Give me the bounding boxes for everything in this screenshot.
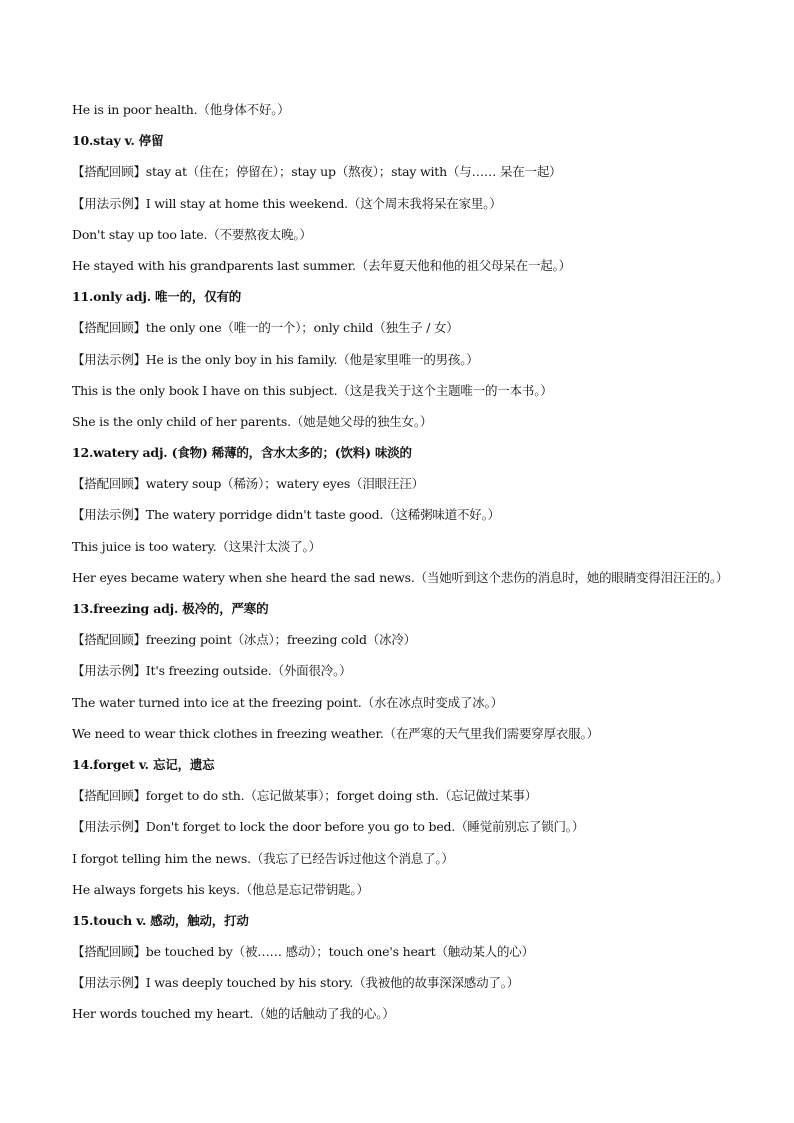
collocation-line: 【搭配回顾】watery soup（稀汤）；watery eyes（泪眼汪汪） bbox=[72, 476, 424, 492]
text-line: Her eyes became watery when she heard the sad news.（当她听到这个悲伤的消息时，她的眼睛变得泪汪汪的。） bbox=[72, 569, 729, 585]
text-line: I forgot telling him the news.（我忘了已经告诉过他这个消息了。） bbox=[72, 850, 454, 866]
collocation-line: 【搭配回顾】forget to do sth.（忘记做某事）；forget doing sth.（忘记做过某事） bbox=[72, 788, 538, 804]
text-line: This juice is too watery.（这果汁太淡了。） bbox=[72, 538, 321, 554]
example-line: 【用法示例】It's freezing outside.（外面很冷。） bbox=[72, 663, 352, 679]
text-line: She is the only child of her parents.（她是她父母的独生女。） bbox=[72, 413, 433, 429]
example-line: 【用法示例】He is the only boy in his family.（他是家里唯一的男孩。） bbox=[72, 351, 479, 367]
text-line: He stayed with his grandparents last summer.（去年夏天他和他的祖父母呆在一起。） bbox=[72, 257, 571, 273]
entry-heading-touch: 15.touch v. 感动，触动，打动 bbox=[72, 912, 249, 928]
text-line: He always forgets his keys.（他总是忘记带钥匙。） bbox=[72, 881, 369, 897]
example-line: 【用法示例】I was deeply touched by his story.（我被他的故事深深感动了。） bbox=[72, 975, 520, 991]
entry-heading-forget: 14.forget v. 忘记，遗忘 bbox=[72, 756, 215, 772]
collocation-line: 【搭配回顾】stay at（住在；停留在）；stay up（熬夜）；stay with（与…… 呆在一起） bbox=[72, 164, 562, 180]
example-line: 【用法示例】The watery porridge didn't taste good.（这稀粥味道不好。） bbox=[72, 507, 500, 523]
document-page bbox=[72, 100, 762, 1036]
text-line: He is in poor health.（他身体不好。） bbox=[72, 102, 290, 117]
collocation-line: 【搭配回顾】freezing point（冰点）；freezing cold（冰冷） bbox=[72, 632, 416, 648]
example-line: 【用法示例】Don't forget to lock the door before you go to bed.（睡觉前别忘了锁门。） bbox=[72, 819, 585, 835]
collocation-line: 【搭配回顾】be touched by（被…… 感动）；touch one's heart（触动某人的心） bbox=[72, 944, 534, 960]
entry-heading-freezing: 13.freezing adj. 极冷的，严寒的 bbox=[72, 601, 269, 616]
text-line: Don't stay up too late.（不要熬夜太晚。） bbox=[72, 226, 312, 242]
entry-heading-only: 11.only adj. 唯一的，仅有的 bbox=[72, 289, 242, 305]
collocation-line: 【搭配回顾】the only one（唯一的一个）；only child（独生子 / 女） bbox=[72, 320, 459, 336]
text-line: The water turned into ice at the freezing point.（水在冰点时变成了冰。） bbox=[72, 694, 503, 710]
text-line: We need to wear thick clothes in freezing weather.（在严寒的天气里我们需要穿厚衣服。） bbox=[72, 725, 599, 741]
text-line: This is the only book I have on this subject.（这是我关于这个主题唯一的一本书。） bbox=[72, 382, 553, 398]
entry-heading-watery: 12.watery adj. (食物) 稀薄的，含水太多的；(饮料) 味淡的 bbox=[72, 445, 412, 461]
example-line: 【用法示例】I will stay at home this weekend.（这个周末我将呆在家里。） bbox=[72, 195, 502, 211]
text-line: Her words touched my heart.（她的话触动了我的心。） bbox=[72, 1006, 395, 1022]
entry-heading-stay: 10.stay v. 停留 bbox=[72, 133, 164, 149]
